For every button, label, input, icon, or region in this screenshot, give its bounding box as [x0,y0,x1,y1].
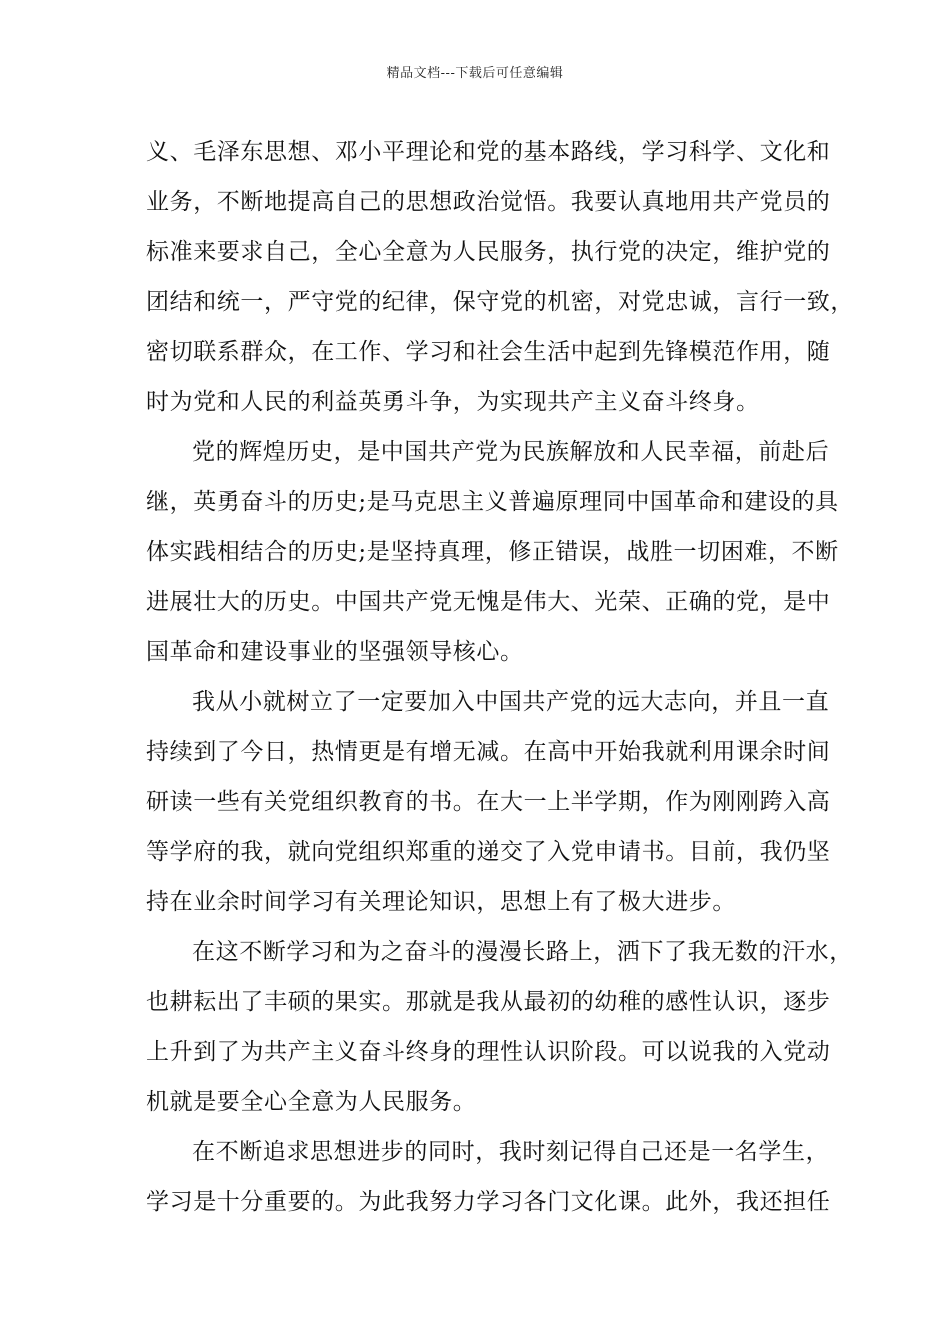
text-line: 时为党和人民的利益英勇斗争，为实现共产主义奋斗终身。 [146,389,760,415]
text-line: 研读一些有关党组织教育的书。在大一上半学期，作为刚刚跨入高 [146,789,831,815]
text-line: 国革命和建设事业的坚强领导核心。 [146,639,524,665]
paragraph-first-line: 在这不断学习和为之奋斗的漫漫长路上，洒下了我无数的汗水， [192,939,853,965]
text-line: 密切联系群众，在工作、学习和社会生活中起到先锋模范作用，随 [146,339,831,365]
text-line: 标准来要求自己，全心全意为人民服务，执行党的决定，维护党的 [146,239,831,265]
text-line: 持续到了今日，热情更是有增无减。在高中开始我就利用课余时间 [146,739,831,765]
text-line: 团结和统一，严守党的纪律，保守党的机密，对党忠诚，言行一致， [146,289,854,315]
text-line: 机就是要全心全意为人民服务。 [146,1089,477,1115]
text-line: 等学府的我，就向党组织郑重的递交了入党申请书。目前，我仍坚 [146,839,831,865]
document-body [146,127,854,1227]
text-line: 义、毛泽东思想、邓小平理论和党的基本路线，学习科学、文化和 [146,139,831,165]
text-line: 持在业余时间学习有关理论知识，思想上有了极大进步。 [146,889,736,915]
paragraph-first-line: 我从小就树立了一定要加入中国共产党的远大志向，并且一直 [192,689,830,715]
page-header: 精品文档---下载后可任意编辑 [386,66,564,81]
text-line: 也耕耘出了丰硕的果实。那就是我从最初的幼稚的感性认识，逐步 [146,989,831,1015]
text-line: 体实践相结合的历史;是坚持真理，修正错误，战胜一切困难，不断 [146,539,839,565]
text-line: 进展壮大的历史。中国共产党无愧是伟大、光荣、正确的党，是中 [146,589,831,615]
text-line: 学习是十分重要的。为此我努力学习各门文化课。此外，我还担任 [146,1189,831,1215]
text-line: 继，英勇奋斗的历史;是马克思主义普遍原理同中国革命和建设的具 [146,489,839,515]
paragraph-first-line: 在不断追求思想进步的同时，我时刻记得自己还是一名学生， [192,1139,830,1165]
text-line: 上升到了为共产主义奋斗终身的理性认识阶段。可以说我的入党动 [146,1039,831,1065]
text-line: 业务，不断地提高自己的思想政治觉悟。我要认真地用共产党员的 [146,189,831,215]
paragraph-first-line: 党的辉煌历史，是中国共产党为民族解放和人民幸福，前赴后 [192,439,830,465]
